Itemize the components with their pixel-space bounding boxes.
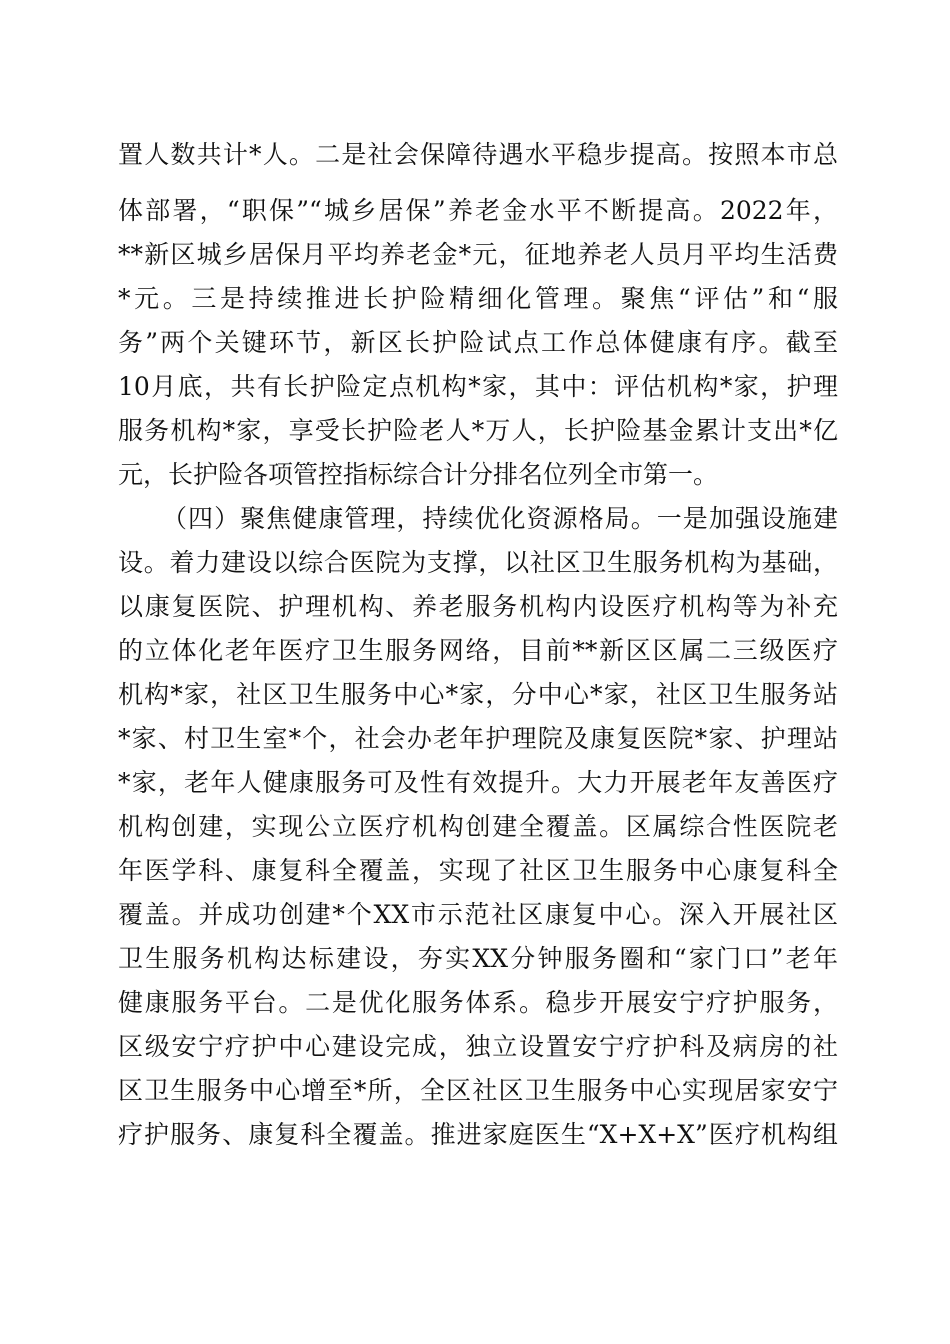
text-line: **新区城乡居保月平均养老金*元，征地养老人员月平均生活费 <box>118 240 838 269</box>
text-line: *元。三是持续推进长护险精细化管理。聚焦“评估”和“服 <box>118 284 838 313</box>
text-line: 体部署，“职保”“城乡居保”养老金水平不断提高。2022年， <box>118 196 838 225</box>
text-line: 年医学科、康复科全覆盖，实现了社区卫生服务中心康复科全 <box>118 856 838 885</box>
text-line: 10月底，共有长护险定点机构*家，其中：评估机构*家，护理 <box>118 372 838 401</box>
text-line: 卫生服务机构达标建设，夯实XX分钟服务圈和“家门口”老年 <box>118 944 838 973</box>
text-line: 疗护服务、康复科全覆盖。推进家庭医生“X+X+X”医疗机构组 <box>118 1120 838 1149</box>
text-line: 务”两个关键环节，新区长护险试点工作总体健康有序。截至 <box>118 328 838 357</box>
text-line: 覆盖。并成功创建*个XX市示范社区康复中心。深入开展社区 <box>118 900 838 929</box>
text-line: 以康复医院、护理机构、养老服务机构内设医疗机构等为补充 <box>118 592 838 621</box>
text-line: *家，老年人健康服务可及性有效提升。大力开展老年友善医疗 <box>118 768 838 797</box>
text-line: 元，长护险各项管控指标综合计分排名位列全市第一。 <box>118 460 719 489</box>
section-heading-line: （四）聚焦健康管理，持续优化资源格局。一是加强设施建 <box>162 504 838 533</box>
text-line: *家、村卫生室*个，社会办老年护理院及康复医院*家、护理站 <box>118 724 838 753</box>
text-line: 区卫生服务中心增至*所，全区社区卫生服务中心实现居家安宁 <box>118 1076 838 1105</box>
text-line: 服务机构*家，享受长护险老人*万人，长护险基金累计支出*亿 <box>118 416 838 445</box>
text-line: 健康服务平台。二是优化服务体系。稳步开展安宁疗护服务， <box>118 988 838 1017</box>
text-line: 机构创建，实现公立医疗机构创建全覆盖。区属综合性医院老 <box>118 812 838 841</box>
text-line: 区级安宁疗护中心建设完成，独立设置安宁疗护科及病房的社 <box>118 1032 838 1061</box>
text-line: 机构*家，社区卫生服务中心*家，分中心*家，社区卫生服务站 <box>118 680 838 709</box>
text-line: 设。着力建设以综合医院为支撑，以社区卫生服务机构为基础， <box>118 548 838 577</box>
text-line: 的立体化老年医疗卫生服务网络，目前**新区区属二三级医疗 <box>118 636 838 665</box>
text-line: 置人数共计*人。二是社会保障待遇水平稳步提高。按照本市总 <box>118 140 838 169</box>
